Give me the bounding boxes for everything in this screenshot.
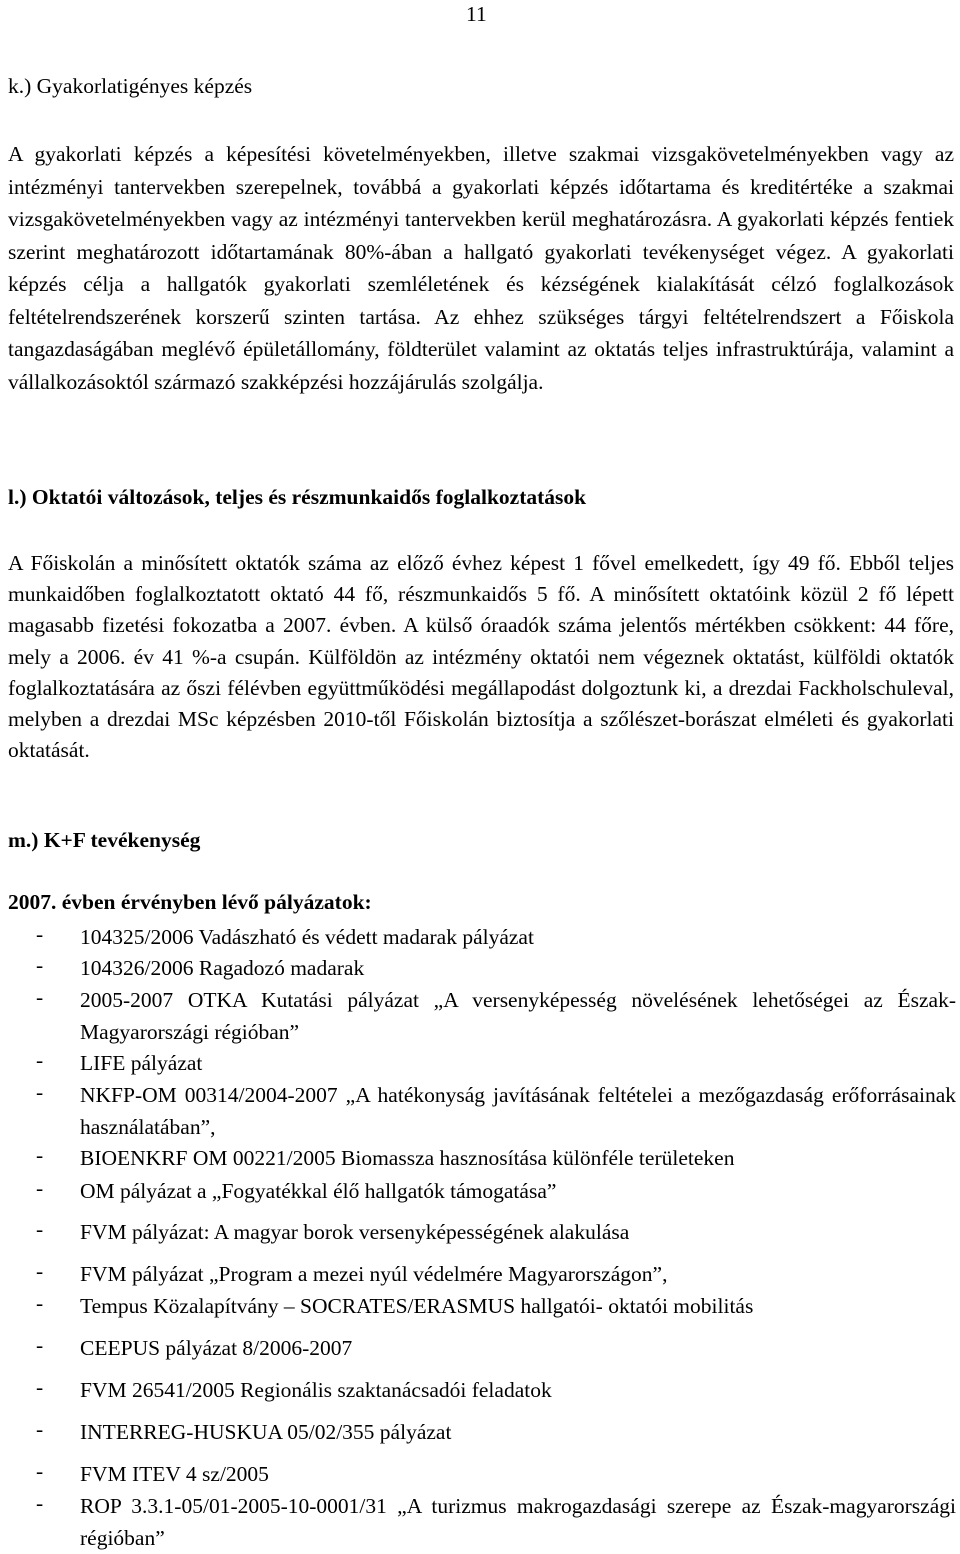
- list-item: [36, 1048, 956, 1080]
- list-item-text: FVM 26541/2005 Regionális szaktanácsadói feladatok: [80, 1378, 552, 1402]
- list-item: [36, 1375, 956, 1407]
- list-item: [36, 1143, 956, 1175]
- list-dash: -: [36, 1143, 44, 1167]
- list-item-text: ROP 3.3.1-05/01-2005-10-0001/31 „A turizmus makrogazdasági szerepe az Észak-magyarországi régióban”: [80, 1494, 956, 1550]
- list-dash: -: [36, 1491, 44, 1515]
- list-item-text: BIOENKRF OM 00221/2005 Biomassza hasznosítása különféle területeken: [80, 1146, 735, 1170]
- list-item: [36, 985, 956, 1048]
- section-l-heading: l.) Oktatói változások, teljes és részmunkaidős foglalkoztatások: [8, 485, 587, 509]
- section-k-heading: k.) Gyakorlatigényes képzés: [8, 74, 253, 98]
- list-item: [36, 1291, 956, 1323]
- list-item: [36, 953, 956, 985]
- list-item: [36, 1176, 956, 1208]
- list-dash: -: [36, 1417, 44, 1441]
- list-item-text: 104325/2006 Vadászható és védett madarak pályázat: [80, 925, 534, 949]
- list-dash: -: [36, 1080, 44, 1104]
- list-item-text: FVM pályázat: A magyar borok versenyképességének alakulása: [80, 1220, 630, 1244]
- list-item: [36, 1259, 956, 1291]
- list-dash: -: [36, 985, 44, 1009]
- list-dash: -: [36, 1048, 44, 1072]
- list-dash: -: [36, 1375, 44, 1399]
- list-item-text: INTERREG-HUSKUA 05/02/355 pályázat: [80, 1420, 452, 1444]
- list-item-text: NKFP-OM 00314/2004-2007 „A hatékonyság javításának feltételei a mezőgazdaság erőforrásainak használatában”,: [80, 1083, 956, 1139]
- list-item: [36, 1333, 956, 1365]
- list-item: [36, 1491, 956, 1554]
- list-dash: -: [36, 1291, 44, 1315]
- list-item-text: FVM pályázat „Program a mezei nyúl védelmére Magyarországon”,: [80, 1262, 668, 1286]
- section-m-subheading: 2007. évben érvényben lévő pályázatok:: [8, 890, 372, 914]
- list-dash: -: [36, 1217, 44, 1241]
- list-item-text: LIFE pályázat: [80, 1051, 203, 1075]
- list-dash: -: [36, 953, 44, 977]
- list-item: [36, 1080, 956, 1143]
- list-item-text: Tempus Közalapítvány – SOCRATES/ERASMUS hallgatói- oktatói mobilitás: [80, 1294, 754, 1318]
- section-k-body: A gyakorlati képzés a képesítési követelményekben, illetve szakmai vizsgakövetelményekben vagy az intézményi tantervekben szerepelnek, továbbá a gyakorlati képzés időtartama és kreditértéke a szakmai vizsgakövetelményekben vagy az intézményi tantervekben kerül meghatározásra. A gyakorlati képzés fentiek szerint meghatározott időtartamának 80%-ában a hallgató gyakorlati tevékenységet végez. A gyakorlati képzés célja a hallgatók gyakorlati szemléletének és kézségének kialakítását célzó foglalkozások feltételrendszerének korszerű szinten tartása. Az ehhez szükséges tárgyi feltételrendszert a Főiskola tangazdaságában meglévő épületállomány, földterület valamint az oktatás teljes infrastruktúrája, valamint a vállalkozásoktól származó szakképzési hozzájárulás szolgálja.: [8, 142, 954, 394]
- list-dash: -: [36, 1259, 44, 1283]
- list-item-text: 2005-2007 OTKA Kutatási pályázat „A versenyképesség növelésének lehetőségei az Észak-Magyarországi régióban”: [80, 988, 956, 1044]
- list-dash: -: [36, 1459, 44, 1483]
- list-item: [36, 1459, 956, 1491]
- list-item: [36, 922, 956, 954]
- list-item-text: FVM ITEV 4 sz/2005: [80, 1462, 269, 1486]
- list-item: [36, 1417, 956, 1449]
- list-dash: -: [36, 922, 44, 946]
- list-dash: -: [36, 1176, 44, 1200]
- section-m-heading: m.) K+F tevékenység: [8, 828, 201, 852]
- list-item-text: CEEPUS pályázat 8/2006-2007: [80, 1336, 353, 1360]
- list-item-text: OM pályázat a „Fogyatékkal élő hallgatók támogatása”: [80, 1179, 557, 1203]
- list-item: [36, 1217, 956, 1249]
- page-number: 11: [466, 2, 487, 26]
- list-dash: -: [36, 1333, 44, 1357]
- list-item-text: 104326/2006 Ragadozó madarak: [80, 956, 365, 980]
- section-l-body: A Főiskolán a minősített oktatók száma az előző évhez képest 1 fővel emelkedett, így 49 fő. Ebből teljes munkaidőben foglalkoztatott oktató 44 fő, részmunkaidős 5 fő. A minősített oktatóink közül 2 fő lépett magasabb fizetési fokozatba a 2007. évben. A külső óraadók száma jelentős mértékben csökkent: 44 főre, mely a 2006. év 41 %-a csupán. Külföldön az intézmény oktatói nem végeznek oktatást, külföldi oktatók foglalkoztatására az őszi félévben együttműködési megállapodást dolgoztunk ki, a drezdai Fackholschuleval, melyben a drezdai MSc képzésben 2010-től Főiskolán biztosítja a szőlészet-borászat elméleti és gyakorlati oktatását.: [8, 551, 954, 763]
